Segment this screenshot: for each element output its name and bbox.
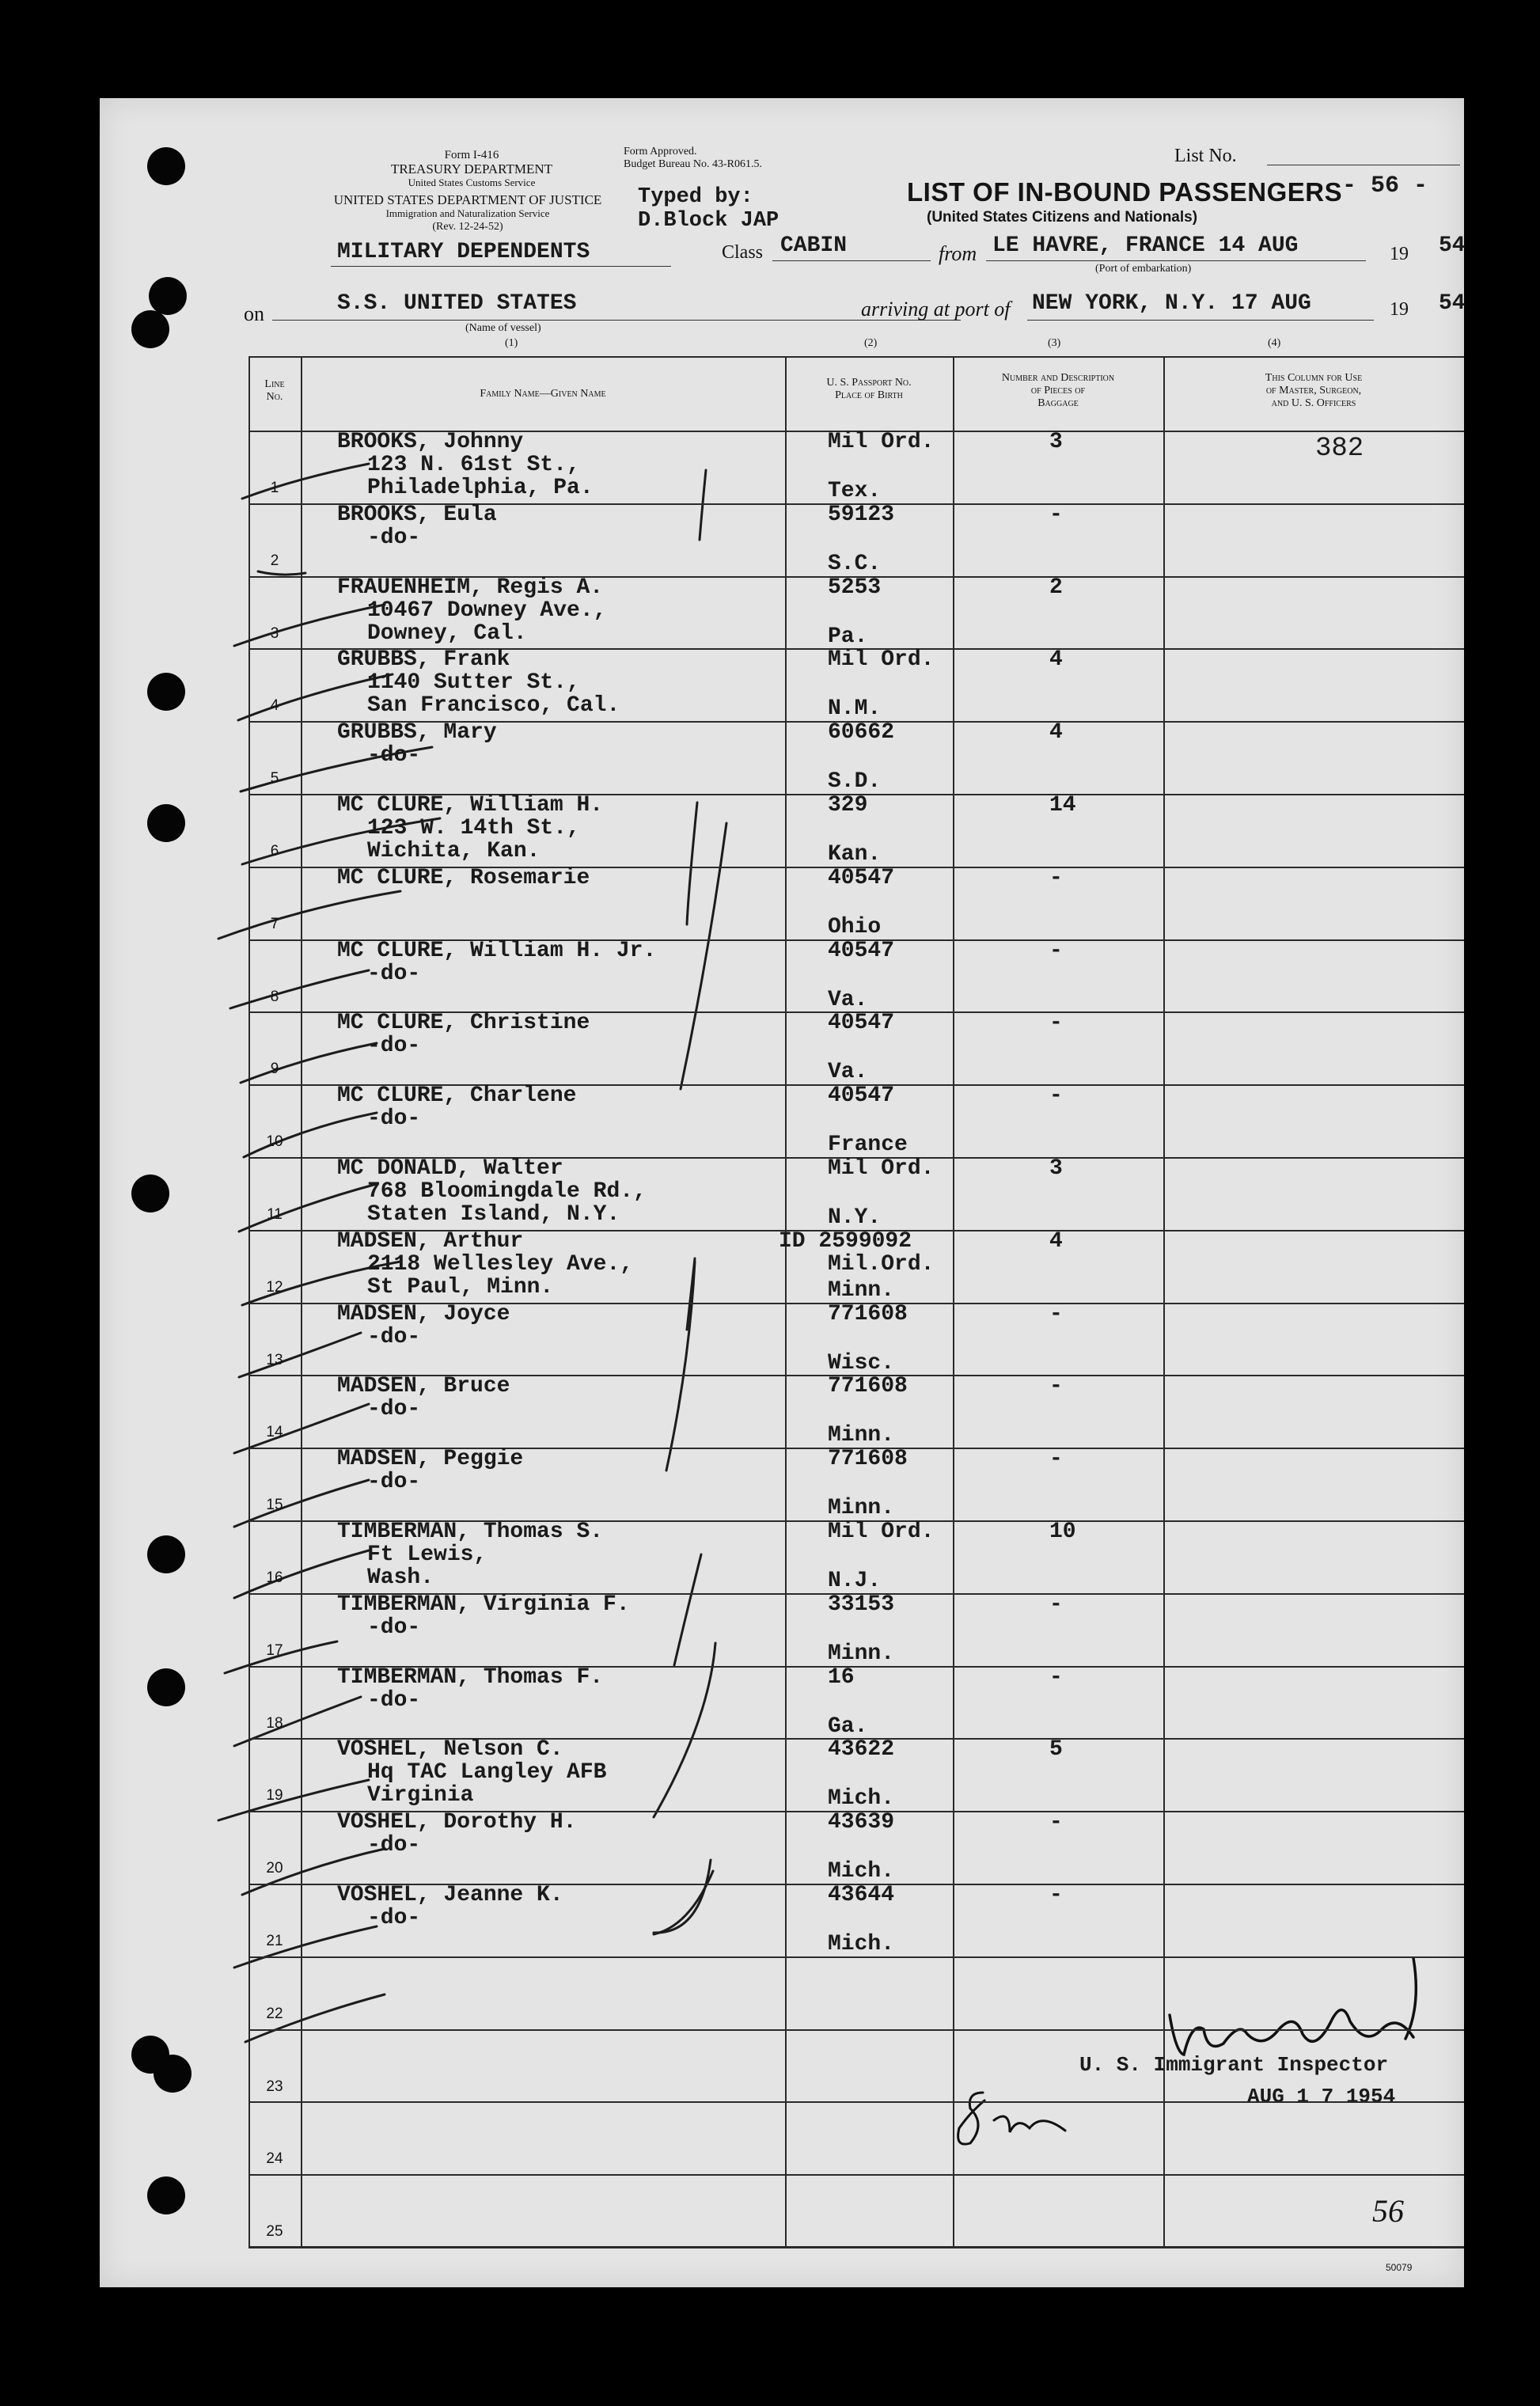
place-of-birth: Va. [828,1060,868,1085]
passport-number: ID 2599092 [779,1228,912,1254]
col-num-1: (1) [505,337,518,349]
passenger-name: MC CLURE, Christine [337,1011,590,1036]
passenger-name: FRAUENHEIM, Regis A. [337,575,604,600]
line-number: 11 [267,1206,283,1223]
form-approval: Form Approved. Budget Bureau No. 43-R061.5. [624,146,762,170]
passenger-address: Hq TAC Langley AFB [367,1760,607,1786]
passenger-address: -do- [367,743,421,768]
on-label: on [244,302,264,325]
baggage-count: 4 [1049,720,1063,746]
place-of-birth: Wisc. [828,1350,895,1376]
form-code: 50079 [1386,2262,1413,2273]
passenger-address: 10467 Downey Ave., [367,598,607,623]
row-divider [248,2101,1464,2103]
category: MILITARY DEPENDENTS [337,240,590,264]
passenger-address: -do- [367,961,421,986]
passenger-city: Wichita, Kan. [367,839,541,863]
line-number: 15 [266,1497,283,1514]
line-number: 1 [270,480,279,496]
baggage-count: - [1049,1810,1063,1835]
line-number: 6 [270,843,279,860]
line-number: 2 [270,552,279,569]
place-of-birth: Minn. [828,1496,895,1521]
document-title: LIST OF IN-BOUND PASSENGERS [907,177,1343,207]
punch-hole [149,277,187,315]
baggage-count: 14 [1049,793,1076,818]
col-num-3: (3) [1048,337,1061,349]
passenger-address: -do- [367,1687,421,1713]
place-of-birth: Mich. [828,1786,895,1812]
punch-hole [131,1175,169,1212]
line-number: 19 [266,1787,283,1804]
place-of-birth: S.D. [828,769,882,795]
passport-number: 40547 [828,1011,895,1036]
year-prefix-2: 19 [1390,299,1409,320]
passenger-city: San Francisco, Cal. [367,693,620,719]
passport-number: 771608 [828,1374,908,1399]
line-number: 16 [266,1569,283,1586]
baggage-count: - [1049,938,1063,963]
line-number: 14 [266,1424,283,1441]
place-of-birth: N.Y. [828,1205,882,1230]
passenger-address: Ft Lewis, [367,1543,487,1567]
passenger-name: VOSHEL, Nelson C. [337,1737,563,1763]
passport-number: 771608 [828,1447,908,1472]
passenger-name: TIMBERMAN, Virginia F. [337,1592,630,1617]
vessel-name: S.S. UNITED STATES [337,291,577,316]
col-num-4: (4) [1268,337,1281,349]
passenger-address: 1140 Sutter St., [367,670,580,696]
passport-number: Mil Ord. [828,647,935,673]
passport-number-2: Mil.Ord. [828,1251,935,1277]
dept-block: UNITED STATES DEPARTMENT OF JUSTICE Immigration and Naturalization Service (Rev. 12-24-52) [333,192,602,233]
punch-hole [154,2055,192,2093]
stamp-date: AUG 1 7 1954 [1247,2085,1396,2108]
passenger-name: TIMBERMAN, Thomas F. [337,1664,604,1690]
passenger-city: St Paul, Minn. [367,1274,554,1300]
passport-number: 329 [828,793,868,818]
place-of-birth: Ga. [828,1713,868,1739]
passport-number: 16 [828,1664,855,1690]
line-number: 4 [270,697,279,715]
passenger-name: GRUBBS, Frank [337,647,510,673]
punch-hole [147,1535,185,1573]
place-of-birth: Kan. [828,842,882,867]
list-no-label: List No. [1174,146,1237,166]
place-of-birth: Mich. [828,1932,895,1956]
class-label: Class [722,242,764,263]
year-1: 54 [1439,233,1466,258]
officer-note: 382 [1315,434,1364,464]
inspector-label: U. S. Immigrant Inspector [1079,2053,1389,2077]
row-divider [248,2029,1464,2031]
vessel-note: (Name of vessel) [465,322,541,334]
line-number: 20 [266,1860,283,1877]
place-of-birth: S.C. [828,551,882,576]
passenger-address: 123 N. 61st St., [367,453,580,477]
passport-number: 60662 [828,720,895,746]
baggage-count: 4 [1049,1228,1063,1254]
passport-number: 43639 [828,1810,895,1835]
passenger-city: Downey, Cal. [367,620,527,646]
pen-marks [100,98,1464,2287]
typed-by: Typed by: D.Block JAP [638,185,779,233]
punch-hole [147,673,185,711]
passport-number: 40547 [828,938,895,963]
passenger-city: Staten Island, N.Y. [367,1202,620,1227]
baggage-count: 5 [1049,1737,1063,1763]
baggage-count: - [1049,1083,1063,1109]
line-number: 24 [266,2150,283,2168]
passenger-name: MC CLURE, Rosemarie [337,865,590,890]
baggage-count: - [1049,502,1063,527]
place-of-birth: France [828,1133,908,1158]
line-number: 22 [266,2005,283,2022]
line-number: 3 [270,624,279,642]
place-of-birth: Minn. [828,1423,895,1448]
list-no-value: - 56 - [1342,173,1428,199]
line-number: 12 [266,1278,283,1296]
passenger-city: Virginia [367,1783,474,1808]
passport-number: Mil Ord. [828,430,935,454]
line-number: 8 [270,988,279,1005]
passenger-name: BROOKS, Johnny [337,430,524,454]
passenger-name: MADSEN, Joyce [337,1301,510,1326]
passenger-name: MC CLURE, Charlene [337,1083,577,1109]
passport-number: 43644 [828,1883,895,1907]
baggage-count: - [1049,1664,1063,1690]
place-of-birth: N.M. [828,696,882,722]
line-number: 13 [266,1351,283,1368]
line-number: 23 [266,2078,283,2095]
row-divider [248,1956,1464,1958]
baggage-count: 3 [1049,430,1063,454]
page-note: 56 [1372,2193,1404,2229]
passenger-name: MC CLURE, William H. Jr. [337,938,657,963]
place-of-birth: Pa. [828,624,868,649]
arrival-value: NEW YORK, N.Y. 17 AUG [1032,291,1311,316]
baggage-count: - [1049,1592,1063,1617]
col-header-baggage: Number and Description of Pieces of Baggage [1001,372,1115,409]
baggage-count: 10 [1049,1520,1076,1544]
passenger-address: -do- [367,1397,421,1422]
line-number: 9 [270,1061,279,1078]
passenger-name: MC DONALD, Walter [337,1156,563,1181]
col-header-name: Family Name—Given Name [480,388,606,400]
passenger-name: TIMBERMAN, Thomas S. [337,1520,604,1544]
punch-hole [147,2176,185,2214]
passenger-address: 123 W. 14th St., [367,816,580,841]
baggage-count: 2 [1049,575,1063,600]
passport-number: Mil Ord. [828,1156,935,1181]
col-header-passport: U. S. Passport No. Place of Birth [826,377,912,401]
form-block: Form I-416 TREASURY DEPARTMENT United States Customs Service [390,149,553,188]
col-num-2: (2) [864,337,878,349]
passenger-address: 768 Bloomingdale Rd., [367,1179,647,1204]
arriving-label: arriving at port of [861,298,1011,321]
passenger-city: Wash. [367,1565,434,1590]
passenger-address: -do- [367,1034,421,1059]
passenger-address: -do- [367,1324,421,1349]
punch-hole [131,310,169,348]
place-of-birth: N.J. [828,1569,882,1593]
passenger-address: -do- [367,525,421,550]
from-value: LE HAVRE, FRANCE 14 AUG [992,233,1299,258]
line-number: 17 [266,1641,283,1659]
passenger-name: MC CLURE, William H. [337,793,604,818]
passenger-name: VOSHEL, Dorothy H. [337,1810,577,1835]
baggage-count: 4 [1049,647,1063,673]
passenger-name: MADSEN, Peggie [337,1447,524,1472]
port-embarkation-note: (Port of embarkation) [1095,263,1192,275]
line-number: 7 [270,915,279,932]
place-of-birth: Minn. [828,1641,895,1666]
passenger-address: -do- [367,1833,421,1858]
from-label: from [939,242,977,265]
place-of-birth: Ohio [828,914,882,939]
place-of-birth: Tex. [828,479,882,503]
passport-number: 43622 [828,1737,895,1763]
year-prefix-1: 19 [1390,244,1409,264]
passenger-name: GRUBBS, Mary [337,720,497,746]
passport-number: 59123 [828,502,895,527]
passenger-name: MADSEN, Bruce [337,1374,510,1399]
passenger-address: -do- [367,1106,421,1132]
baggage-count: - [1049,1374,1063,1399]
line-number: 21 [266,1933,283,1949]
passport-number: 40547 [828,865,895,890]
passenger-city: Philadelphia, Pa. [367,476,594,500]
line-number: 5 [270,770,279,787]
baggage-count: - [1049,1011,1063,1036]
passport-number: 40547 [828,1083,895,1109]
place-of-birth: Va. [828,987,868,1012]
baggage-count: - [1049,865,1063,890]
place-of-birth: Mich. [828,1859,895,1884]
punch-hole [147,804,185,842]
manifest-page [100,98,1464,2287]
baggage-count: - [1049,1883,1063,1907]
row-divider [248,2174,1464,2176]
passenger-address: -do- [367,1615,421,1640]
baggage-count: 3 [1049,1156,1063,1181]
line-number: 18 [266,1714,283,1732]
passenger-address: 2118 Wellesley Ave., [367,1251,634,1277]
col-header-line: Line No. [264,378,285,403]
passenger-name: BROOKS, Eula [337,502,497,527]
year-2: 54 [1439,291,1466,316]
passenger-name: MADSEN, Arthur [337,1228,524,1254]
passenger-name: VOSHEL, Jeanne K. [337,1883,563,1907]
passenger-address: -do- [367,1470,421,1495]
col-header-officers: This Column for Use of Master, Surgeon, and U. S. Officers [1265,372,1363,409]
passport-number: 5253 [828,575,882,600]
passport-number: 33153 [828,1592,895,1617]
passport-number: Mil Ord. [828,1520,935,1544]
punch-hole [147,1668,185,1706]
document-subtitle: (United States Citizens and Nationals) [927,209,1198,226]
passport-number: 771608 [828,1301,908,1326]
line-number: 25 [266,2223,283,2241]
baggage-count: - [1049,1447,1063,1472]
passenger-address: -do- [367,1906,421,1930]
baggage-count: - [1049,1301,1063,1326]
punch-hole [147,147,185,185]
place-of-birth: Minn. [828,1277,895,1303]
line-number: 10 [266,1133,283,1151]
class-value: CABIN [780,233,848,258]
